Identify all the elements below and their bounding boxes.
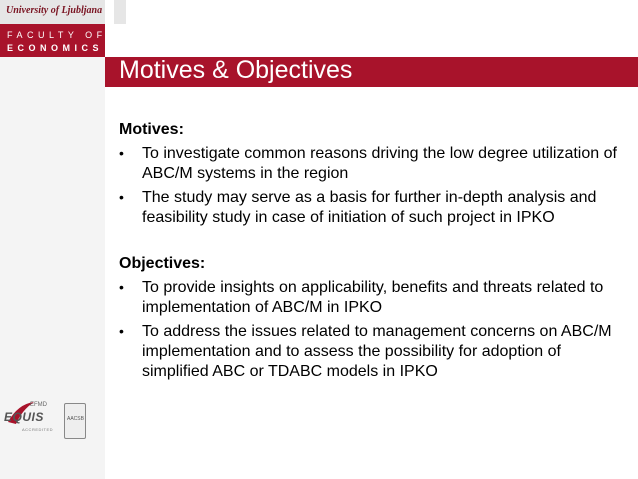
bullet-icon: • [119,145,124,161]
motives-bullet [119,188,624,228]
university-bar [0,0,105,24]
faculty-name-line1: FACULTY OF [7,30,107,40]
efmd-label: EFMD [30,402,47,408]
slide-title: Motives & Objectives [119,56,353,84]
bullet-icon: • [119,189,124,205]
university-name: University of Ljubljana [6,5,103,16]
bullet-icon: • [119,323,124,339]
bullet-text: The study may serve as a basis for further in-depth analysis and feasibility study in case of initiation of such project in IPKO [142,189,597,226]
motives-heading: Motives: [119,121,184,138]
bullet-text: To address the issues related to management concerns on ABC/M implementation and to assess the possibility for adoption of simplified ABC or TDABC models in IPKO [142,323,612,380]
faculty-name-line2: ECONOMICS [7,43,104,53]
aacsb-logo [64,403,86,439]
slide-content [119,120,624,386]
equis-label: EQUIS [4,410,44,424]
bullet-icon: • [119,279,124,295]
motives-bullet [119,144,624,184]
objectives-bullet [119,278,624,318]
bullet-text: To investigate common reasons driving the low degree utilization of ABC/M systems in the region [142,145,617,182]
aacsb-label: AACSB [67,416,84,422]
objectives-heading: Objectives: [119,255,206,272]
accredited-label: ACCREDITED [22,427,54,432]
faculty-logo [0,0,105,57]
accreditation-logos [4,400,102,460]
bullet-text: To provide insights on applicability, benefits and threats related to implementation of ABC/M in IPKO [142,279,604,316]
objectives-bullet [119,322,624,382]
university-bar-tab [114,0,126,24]
